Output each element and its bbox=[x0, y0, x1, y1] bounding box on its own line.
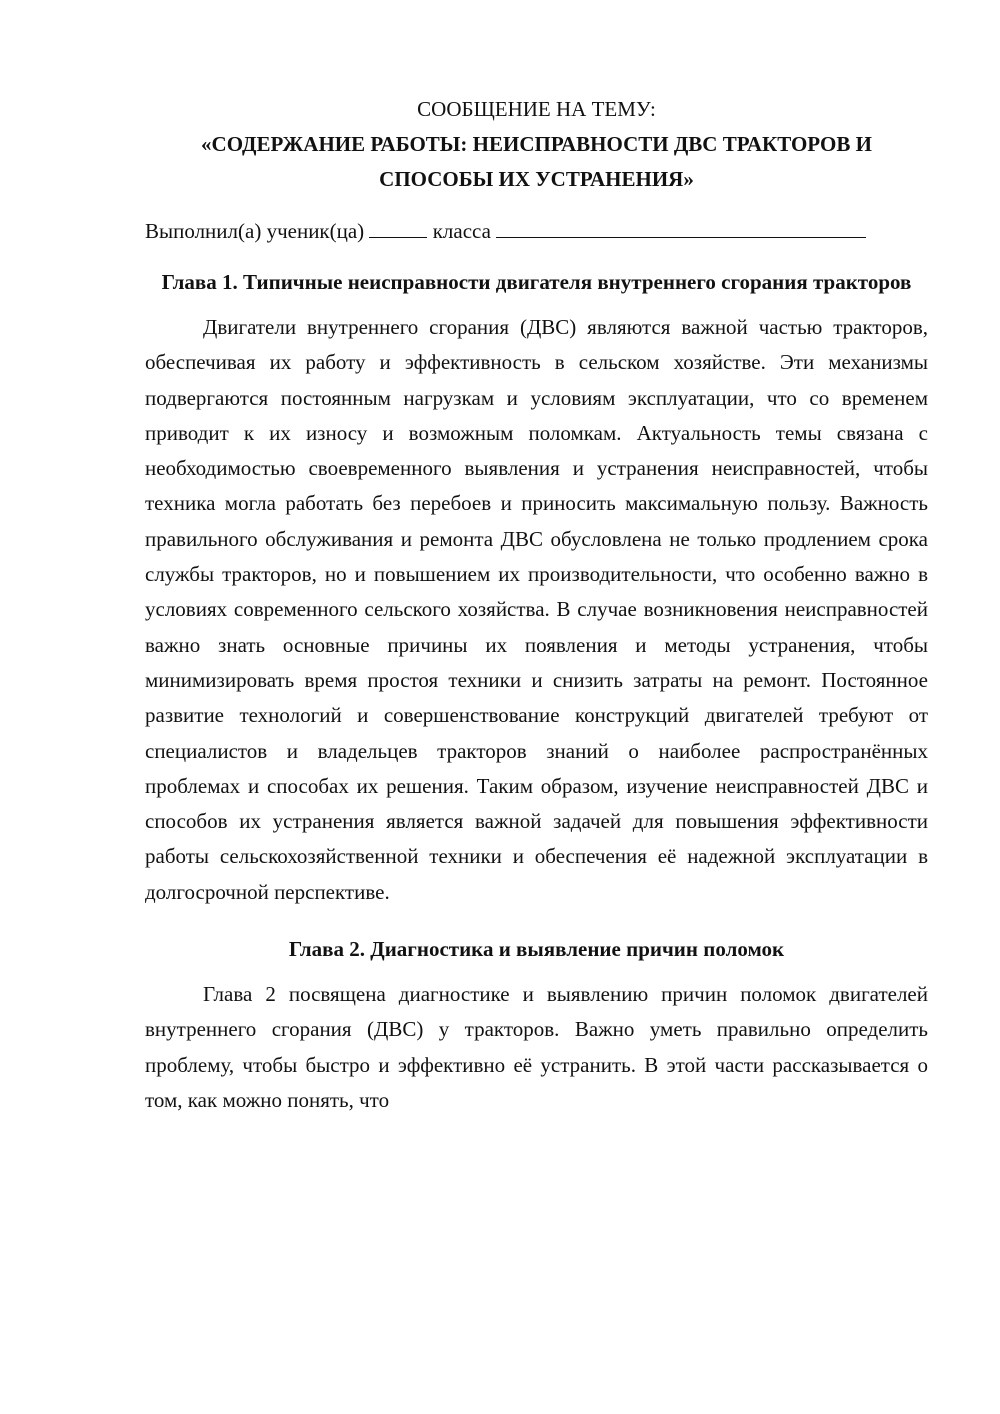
name-blank bbox=[496, 213, 866, 238]
class-blank bbox=[369, 213, 427, 238]
chapter-1-paragraph: Двигатели внутреннего сгорания (ДВС) являются важной частью тракторов, обеспечивая их работу и эффективность в сельском хозяйстве. Эти механизмы подвергаются постоянным нагрузкам и условиям эксплуатации, что со временем приводит к их износу и возможным поломкам. Актуальность темы связана с необходимостью своевременного выявления и устранения неисправностей, чтобы техника могла работать без перебоев и приносить максимальную пользу. Важность правильного обслуживания и ремонта ДВС обусловлена не только продлением срока службы тракторов, но и повышением их производительности, что особенно важно в условиях современного сельского хозяйства. В случае возникновения неисправностей важно знать основные причины их появления и методы устранения, чтобы минимизировать время простоя техники и снизить затраты на ремонт. Постоянное развитие технологий и совершенствование конструкций двигателей требуют от специалистов и владельцев тракторов знаний о наиболее распространённых проблемах и способах их решения. Таким образом, изучение неисправностей ДВС и способов их устранения является важной задачей для повышения эффективности работы сельскохозяйственной техники и обеспечения её надежной эксплуатации в долгосрочной перспективе. bbox=[145, 315, 928, 904]
author-label: Выполнил(а) ученик(ца) bbox=[145, 219, 365, 243]
document-header: СООБЩЕНИЕ НА ТЕМУ: bbox=[417, 97, 656, 121]
document-title: «СОДЕРЖАНИЕ РАБОТЫ: НЕИСПРАВНОСТИ ДВС ТРАКТОРОВ И СПОСОБЫ ИХ УСТРАНЕНИЯ» bbox=[201, 132, 872, 191]
author-line bbox=[145, 213, 928, 249]
document-page bbox=[145, 92, 928, 1118]
class-label: класса bbox=[432, 219, 491, 243]
chapter-2-heading: Глава 2. Диагностика и выявление причин поломок bbox=[288, 937, 785, 962]
chapter-2-paragraph: Глава 2 посвящена диагностике и выявлению причин поломок двигателей внутреннего сгорания (ДВС) у тракторов. Важно уметь правильно определить проблему, чтобы быстро и эффективно её устранить. В этой части рассказывается о том, как можно понять, что bbox=[145, 982, 928, 1112]
chapter-1-heading: Глава 1. Типичные неисправности двигателя внутреннего сгорания тракторов bbox=[161, 270, 912, 294]
